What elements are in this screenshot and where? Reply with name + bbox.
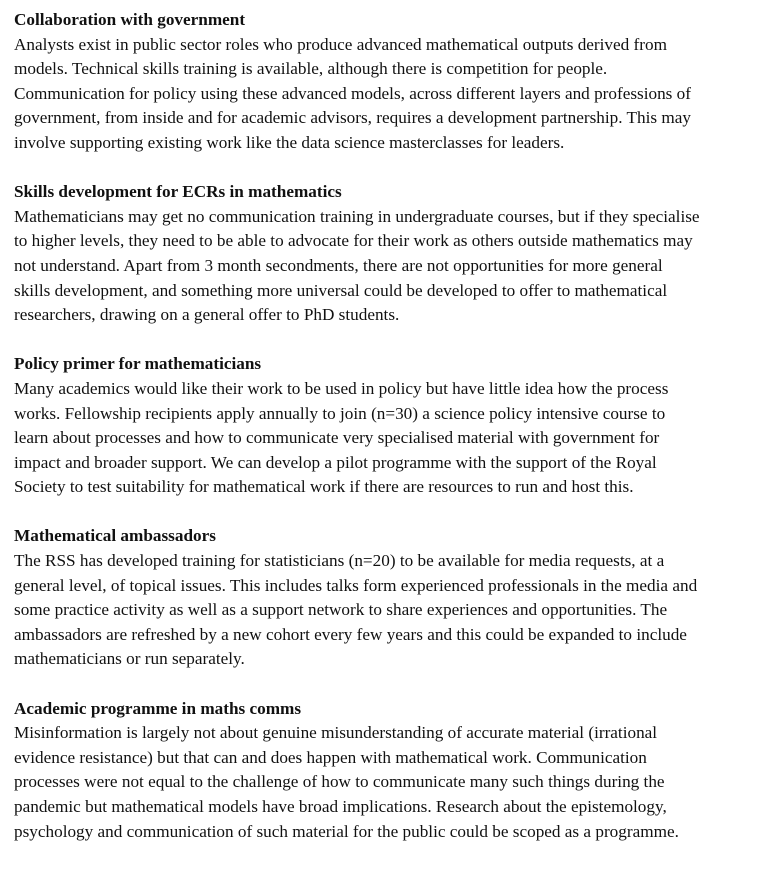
section-paragraph bbox=[14, 33, 766, 156]
section-policy-primer bbox=[14, 352, 766, 500]
paragraph-line: Communication for policy using these advanced models, across different layers and professions of bbox=[14, 83, 691, 103]
paragraph-line: not understand. Apart from 3 month secondments, there are not opportunities for more general bbox=[14, 255, 663, 275]
section-heading: Collaboration with government bbox=[14, 10, 246, 29]
paragraph-line: impact and broader support. We can develop a pilot programme with the support of the Royal bbox=[14, 452, 657, 472]
paragraph-line: psychology and communication of such material for the public could be scoped as a programme. bbox=[14, 821, 679, 841]
paragraph-line: to higher levels, they need to be able to advocate for their work as others outside mathematics may bbox=[14, 231, 693, 251]
section-heading: Mathematical ambassadors bbox=[14, 526, 216, 546]
section-paragraph bbox=[14, 549, 766, 672]
paragraph-line: works. Fellowship recipients apply annually to join (n=30) a science policy intensive course to bbox=[14, 403, 666, 423]
paragraph-line: Misinformation is largely not about genuine misunderstanding of accurate material (irrational bbox=[14, 723, 658, 743]
paragraph-line: pandemic but mathematical models have broad implications. Research about the epistemology, bbox=[14, 797, 667, 816]
paragraph-line: models. Technical skills training is available, although there is competition for people. bbox=[14, 59, 608, 79]
paragraph-line: mathematicians or run separately. bbox=[14, 649, 245, 669]
paragraph-line: some practice activity as well as a support network to share experiences and opportunities. The bbox=[14, 600, 668, 620]
section-paragraph bbox=[14, 377, 766, 500]
section-collaboration-with-government bbox=[14, 8, 766, 156]
paragraph-line: processes were not equal to the challenge of how to communicate many such things during the bbox=[14, 772, 665, 792]
section-academic-programme-maths-comms bbox=[14, 697, 766, 845]
paragraph-line: ambassadors are refreshed by a new cohort every few years and this could be expanded to include bbox=[14, 624, 687, 644]
paragraph-line: Society to test suitability for mathematical work if there are resources to run and host this. bbox=[14, 477, 634, 497]
paragraph-line: Many academics would like their work to be used in policy but have little idea how the process bbox=[14, 378, 669, 398]
paragraph-line: learn about processes and how to communicate very specialised material with government for bbox=[14, 428, 660, 448]
section-mathematical-ambassadors bbox=[14, 524, 766, 672]
paragraph-line: Analysts exist in public sector roles who produce advanced mathematical outputs derived from bbox=[14, 34, 667, 54]
paragraph-line: The RSS has developed training for statisticians (n=20) to be available for media requests, at a bbox=[14, 551, 665, 571]
document-body bbox=[14, 8, 766, 869]
paragraph-line: general level, of topical issues. This includes talks form experienced professionals in the media and bbox=[14, 575, 698, 595]
paragraph-line: involve supporting existing work like the data science masterclasses for leaders. bbox=[14, 132, 565, 152]
section-heading: Skills development for ECRs in mathematics bbox=[14, 182, 342, 202]
section-skills-development-ecrs bbox=[14, 180, 766, 328]
paragraph-line: evidence resistance) but that can and does happen with mathematical work. Communication bbox=[14, 747, 647, 767]
paragraph-line: Mathematicians may get no communication training in undergraduate courses, but if they specialise bbox=[14, 206, 700, 226]
paragraph-line: government, from inside and for academic advisors, requires a development partnership. This may bbox=[14, 108, 691, 128]
section-heading: Academic programme in maths comms bbox=[14, 698, 302, 718]
paragraph-line: researchers, drawing on a general offer to PhD students. bbox=[14, 305, 400, 325]
section-paragraph bbox=[14, 205, 766, 328]
paragraph-line: skills development, and something more universal could be developed to offer to mathematical bbox=[14, 280, 668, 300]
section-paragraph bbox=[14, 721, 766, 844]
section-heading: Policy primer for mathematicians bbox=[14, 354, 262, 374]
